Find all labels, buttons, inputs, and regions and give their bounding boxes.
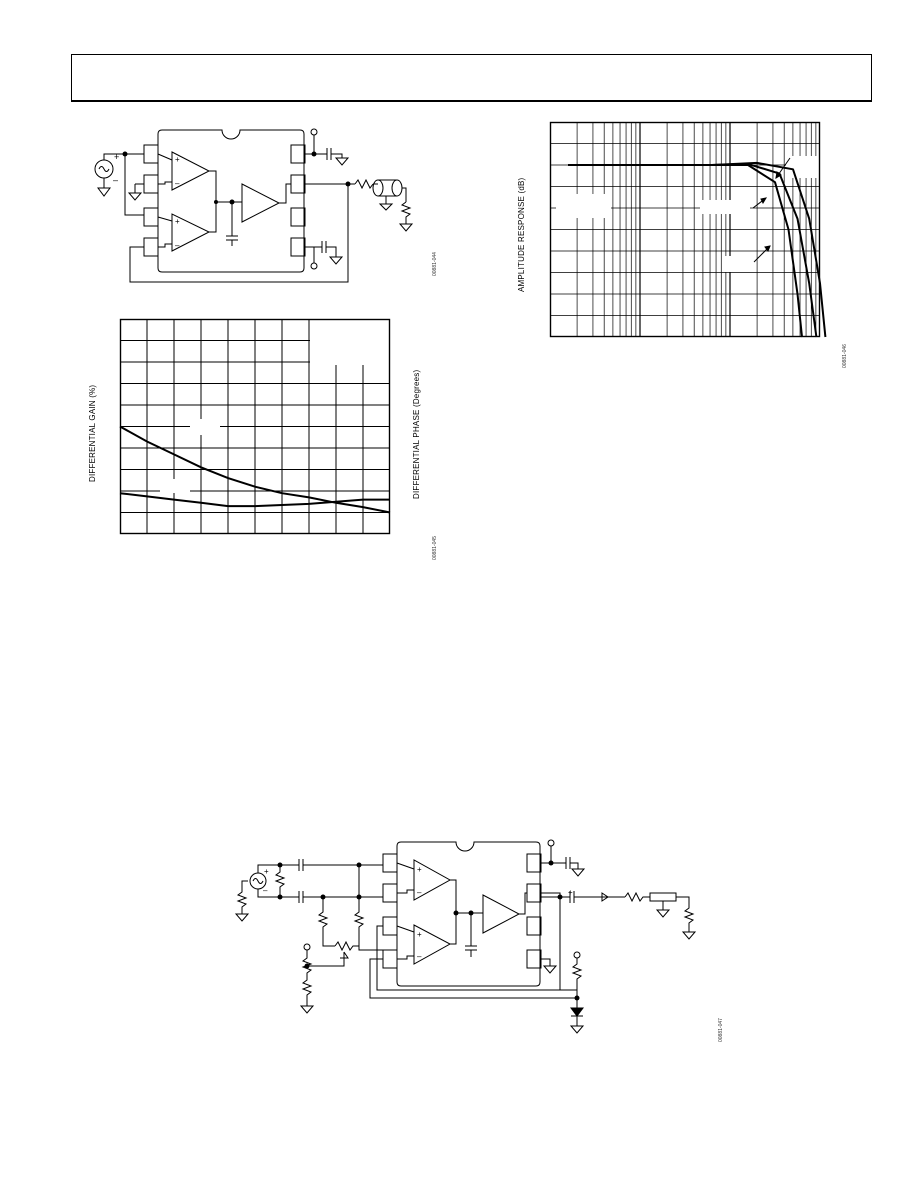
dp-right-axis-label: DIFFERENTIAL PHASE (Degrees) [412, 369, 421, 499]
fr-mask-4 [786, 156, 820, 178]
dg-dp-legend-box [310, 319, 389, 365]
svg-text:+: + [568, 888, 573, 897]
svg-text:+: + [417, 865, 422, 874]
figure-code-bottom-schematic: 00881-047 [718, 1018, 724, 1042]
svg-text:–: – [417, 952, 422, 961]
fr-series-line-3 [568, 163, 825, 337]
fr-mask-3 [722, 256, 754, 272]
fr-series-line-2 [568, 164, 816, 337]
fr-grid [550, 122, 820, 337]
fr-axis-label: AMPLITUDE RESPONSE (dB) [517, 177, 526, 292]
svg-text:–: – [175, 241, 180, 250]
svg-text:–: – [175, 179, 180, 188]
frequency-response-chart [550, 122, 820, 337]
svg-text:+: + [417, 930, 422, 939]
fr-mask-2 [700, 200, 750, 214]
svg-text:–: – [113, 175, 119, 185]
figure-code-dg-dp: 00881-045 [432, 536, 438, 560]
svg-text:–: – [417, 888, 422, 897]
svg-text:+: + [114, 152, 120, 162]
page-header-box [71, 54, 872, 102]
svg-text:+: + [175, 217, 180, 226]
dg-dp-chart [120, 319, 390, 534]
svg-text:+: + [264, 867, 269, 876]
svg-text:–: – [263, 886, 268, 895]
dg-left-axis-label: DIFFERENTIAL GAIN (%) [88, 384, 97, 482]
fr-series [568, 163, 825, 337]
dg-dp-label-mask-2 [160, 479, 190, 493]
svg-text:+: + [175, 155, 180, 164]
figure-code-freq-response: 00881-046 [842, 344, 848, 368]
figure-code-top-schematic: 00881-044 [432, 252, 438, 276]
fr-mask-1 [556, 194, 611, 218]
dg-dp-label-mask-1 [190, 419, 220, 435]
